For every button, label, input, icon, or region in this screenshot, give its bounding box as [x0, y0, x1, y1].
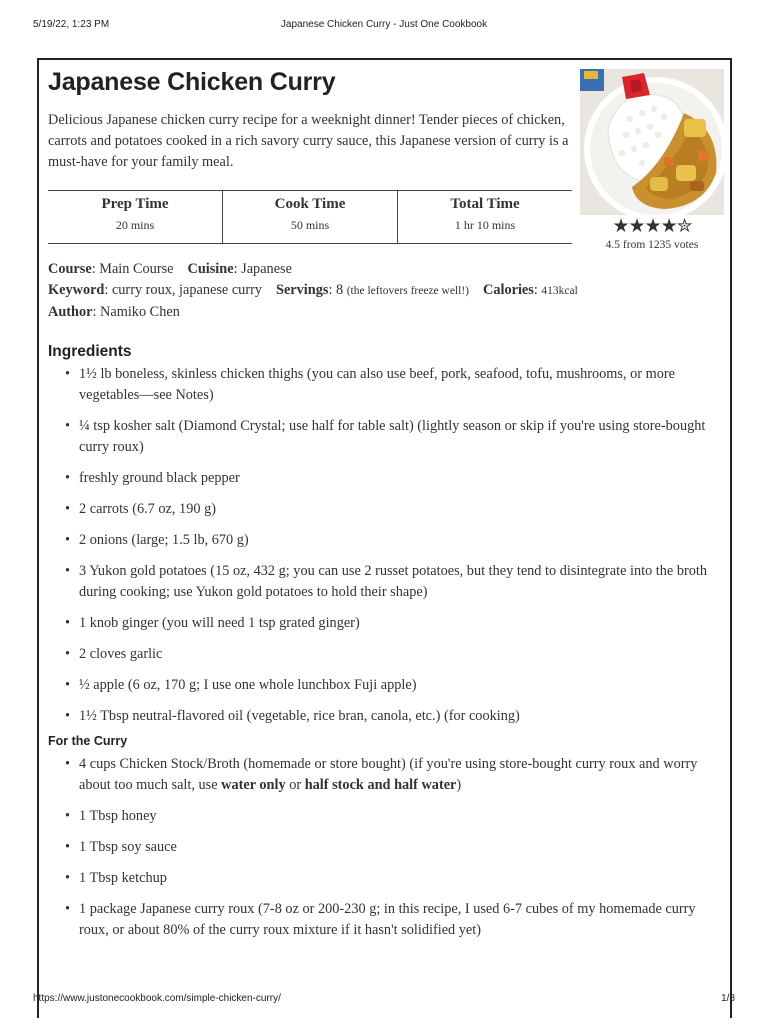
print-page-number: 1/8 — [721, 993, 735, 1004]
recipe-summary: Delicious Japanese chicken curry recipe for a weeknight dinner! Tender pieces of chicken, carrots and potatoes cooked in a rich savory curry sauce, this Japanese version of curry is a must-have for your family meal. — [48, 112, 569, 170]
ingredient-item: • 3 Yukon gold potatoes (15 oz, 432 g; you can use 2 russet potatoes, but they tend to disintegrate into the broth during cooking; use Yukon gold potatoes to hold their shape) — [48, 561, 728, 603]
half-stock-highlight: half stock and half water — [304, 777, 457, 793]
prep-time-label: Prep Time — [101, 196, 169, 212]
total-time-label: Total Time — [450, 196, 520, 212]
author-label: Author — [48, 304, 93, 320]
ingredient-item: • 1½ lb boneless, skinless chicken thighs (you can also use beef, pork, seafood, tofu, mushrooms, or more vegetables—see Notes) — [48, 364, 728, 406]
cook-time — [222, 191, 397, 243]
print-header — [0, 19, 768, 33]
servings-value: 8 — [335, 282, 344, 298]
print-footer — [0, 993, 768, 1007]
ingredient-item: • ¼ tsp kosher salt (Diamond Crystal; use half for table salt) (lightly season or skip if you're using store-bought curry roux) — [48, 416, 728, 458]
curry-ingredient-item — [48, 754, 728, 796]
recipe-meta — [48, 259, 578, 323]
cuisine-label: Cuisine — [187, 261, 234, 277]
meta-line-3: Author: Namiko Chen — [48, 304, 180, 320]
print-datetime: 5/19/22, 1:23 PM — [33, 19, 110, 30]
recipe-card — [37, 58, 732, 1018]
author-value: Namiko Chen — [100, 304, 180, 320]
for-the-curry-heading: For the Curry — [48, 734, 128, 748]
prep-time — [48, 191, 222, 243]
prep-time-value: 20 mins — [115, 218, 155, 232]
total-time-value: 1 hr 10 mins — [454, 218, 516, 232]
ingredients-list — [48, 364, 728, 737]
recipe-times — [48, 190, 572, 244]
servings-note: (the leftovers freeze well!) — [346, 285, 469, 297]
recipe-photo — [580, 69, 724, 215]
keyword-label: Keyword — [48, 282, 105, 298]
meta-line-1: Course: Main Course Cuisine: Japanese — [48, 261, 292, 277]
ingredient-item: • ½ apple (6 oz, 170 g; I use one whole lunchbox Fuji apple) — [48, 675, 728, 696]
calories-value: 413kcal — [541, 285, 578, 297]
course-label: Course — [48, 261, 92, 277]
cook-time-value: 50 mins — [290, 218, 330, 232]
recipe-title: Japanese Chicken Curry — [48, 68, 336, 96]
ingredient-item: • 2 cloves garlic — [48, 644, 728, 665]
ingredient-item: • 1 knob ginger (you will need 1 tsp grated ginger) — [48, 613, 728, 634]
stock-text-or: or — [285, 777, 305, 793]
course-value: Main Course — [99, 261, 174, 277]
print-url[interactable]: https://www.justonecookbook.com/simple-chicken-curry/ — [33, 993, 281, 1004]
ingredient-item: • freshly ground black pepper — [48, 468, 728, 489]
recipe-rating — [580, 217, 724, 251]
ingredient-item: • 2 onions (large; 1.5 lb, 670 g) — [48, 530, 728, 551]
ingredient-item: • 2 carrots (6.7 oz, 190 g) — [48, 499, 728, 520]
meta-line-2: Keyword: curry roux, japanese curry Servings: 8 (the leftovers freeze well!) Calories: 413kcal — [48, 282, 578, 298]
cook-time-label: Cook Time — [274, 196, 346, 212]
curry-ingredient-item: • 1 Tbsp soy sauce — [48, 837, 728, 858]
ingredient-item: • 1½ Tbsp neutral-flavored oil (vegetable, rice bran, canola, etc.) (for cooking) — [48, 706, 728, 727]
rating-stars-icon[interactable]: ★★★★✮ — [612, 216, 692, 237]
calories-label: Calories — [483, 282, 534, 298]
stock-text: 4 cups Chicken Stock/Broth (homemade or store bought) (if you're using store-bought curry roux and worry about too much salt, use — [79, 756, 698, 793]
cuisine-value: Japanese — [241, 261, 292, 277]
print-doc-title: Japanese Chicken Curry - Just One Cookbook — [280, 19, 488, 30]
curry-plate-image — [580, 69, 724, 215]
total-time — [397, 191, 572, 243]
curry-ingredients-list — [48, 754, 728, 951]
curry-ingredient-item: • 1 package Japanese curry roux (7-8 oz or 200-230 g; in this recipe, I used 6-7 cubes of my homemade curry roux, or about 80% of the curry roux mixture if it hasn't solidified yet) — [48, 899, 728, 941]
curry-ingredient-item: • 1 Tbsp honey — [48, 806, 728, 827]
curry-ingredient-item: • 1 Tbsp ketchup — [48, 868, 728, 889]
ingredients-heading: Ingredients — [48, 343, 132, 360]
water-only-highlight: water only — [221, 777, 286, 793]
keyword-value: curry roux, japanese curry — [111, 282, 262, 298]
stock-text-end: ) — [456, 777, 462, 793]
servings-label: Servings — [276, 282, 329, 298]
rating-votes: 4.5 from 1235 votes — [605, 239, 699, 251]
